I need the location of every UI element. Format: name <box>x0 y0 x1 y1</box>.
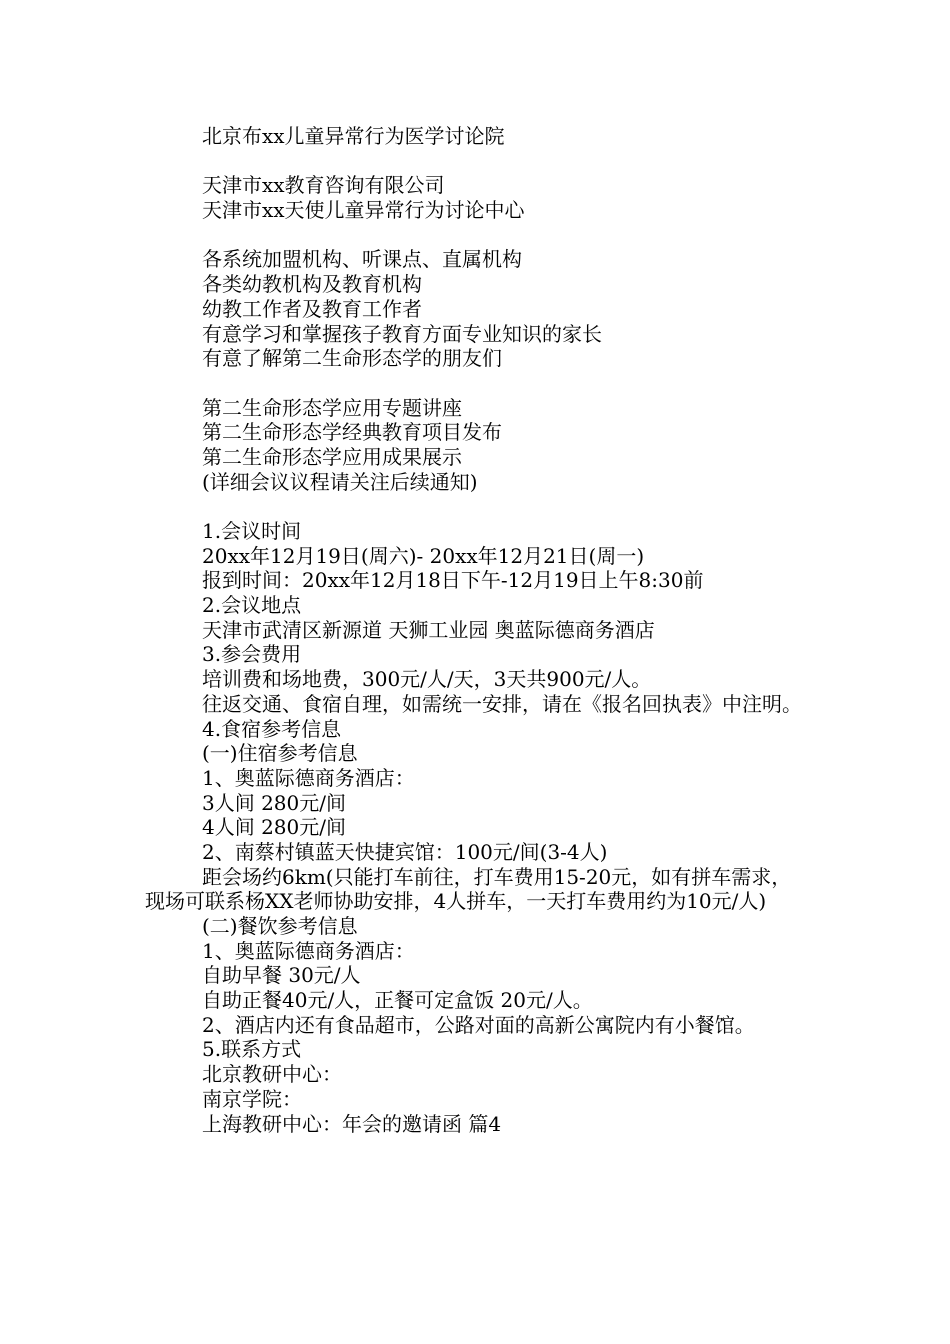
audience-item: 有意了解第二生命形态学的朋友们 <box>202 346 502 371</box>
document-body <box>145 124 810 1136</box>
dining-heading: (二)餐饮参考信息 <box>202 914 358 939</box>
audience-item: 各系统加盟机构、听课点、直属机构 <box>202 247 522 272</box>
dining-1: 1、奥蓝际德商务酒店： <box>202 938 415 963</box>
section-heading-contact: 5.联系方式 <box>202 1037 302 1062</box>
venue-address: 天津市武清区新源道 天狮工业园 奥蓝际德商务酒店 <box>202 617 655 642</box>
section-heading-lodging-food: 4.食宿参考信息 <box>202 716 342 741</box>
contact-shanghai: 上海教研中心：年会的邀请函 篇4 <box>202 1111 502 1136</box>
breakfast-price: 自助早餐 30元/人 <box>202 963 361 988</box>
lodging-heading: (一)住宿参考信息 <box>202 741 358 766</box>
room-4-price: 4人间 280元/间 <box>202 815 346 840</box>
section-heading-time: 1.会议时间 <box>202 519 302 543</box>
meal-price: 自助正餐40元/人，正餐可定盒饭 20元/人。 <box>202 988 593 1013</box>
contact-nanjing: 南京学院： <box>202 1086 302 1111</box>
room-3-price: 3人间 280元/间 <box>202 790 346 815</box>
organizer-beijing-institute: 北京布xx儿童异常行为医学讨论院 <box>202 124 505 148</box>
registration-time: 报到时间：20xx年12月18日下午-12月19日上午8:30前 <box>202 568 704 593</box>
organizer-tianjin-consulting: 天津市xx教育咨询有限公司 <box>202 173 445 198</box>
audience-item: 幼教工作者及教育工作者 <box>202 296 422 321</box>
blank-line <box>145 149 810 174</box>
agenda-item: 第二生命形态学经典教育项目发布 <box>202 420 502 445</box>
training-fee: 培训费和场地费，300元/人/天，3天共900元/人。 <box>202 667 652 692</box>
contact-beijing: 北京教研中心： <box>202 1062 342 1087</box>
hotel-2: 2、南蔡村镇蓝天快捷宾馆：100元/间(3-4人) <box>202 839 608 864</box>
agenda-item: 第二生命形态学应用专题讲座 <box>202 395 462 420</box>
agenda-note: (详细会议议程请关注后续通知) <box>202 469 478 494</box>
distance-note: 距会场约6km(只能打车前往，打车费用15-20元，如有拼车需求，现场可联系杨XX老师协助安排，4人拼车，一天打车费用约为10元/人) <box>145 864 792 914</box>
section-heading-fees: 3.参会费用 <box>202 642 302 667</box>
meeting-dates: 20xx年12月19日(周六)- 20xx年12月21日(周一) <box>202 543 645 568</box>
organizer-tianjin-center: 天津市xx天使儿童异常行为讨论中心 <box>202 198 525 223</box>
transport-note: 往返交通、食宿自理，如需统一安排，请在《报名回执表》中注明。 <box>202 691 802 716</box>
agenda-item: 第二生命形态学应用成果展示 <box>202 444 462 469</box>
hotel-1: 1、奥蓝际德商务酒店： <box>202 765 415 790</box>
blank-line <box>145 223 810 248</box>
audience-item: 各类幼教机构及教育机构 <box>202 272 422 297</box>
blank-line <box>145 371 810 396</box>
blank-line <box>145 494 810 519</box>
dining-2: 2、酒店内还有食品超市，公路对面的高新公寓院内有小餐馆。 <box>202 1012 755 1037</box>
section-heading-venue: 2.会议地点 <box>202 593 302 618</box>
audience-item: 有意学习和掌握孩子教育方面专业知识的家长 <box>202 321 602 346</box>
